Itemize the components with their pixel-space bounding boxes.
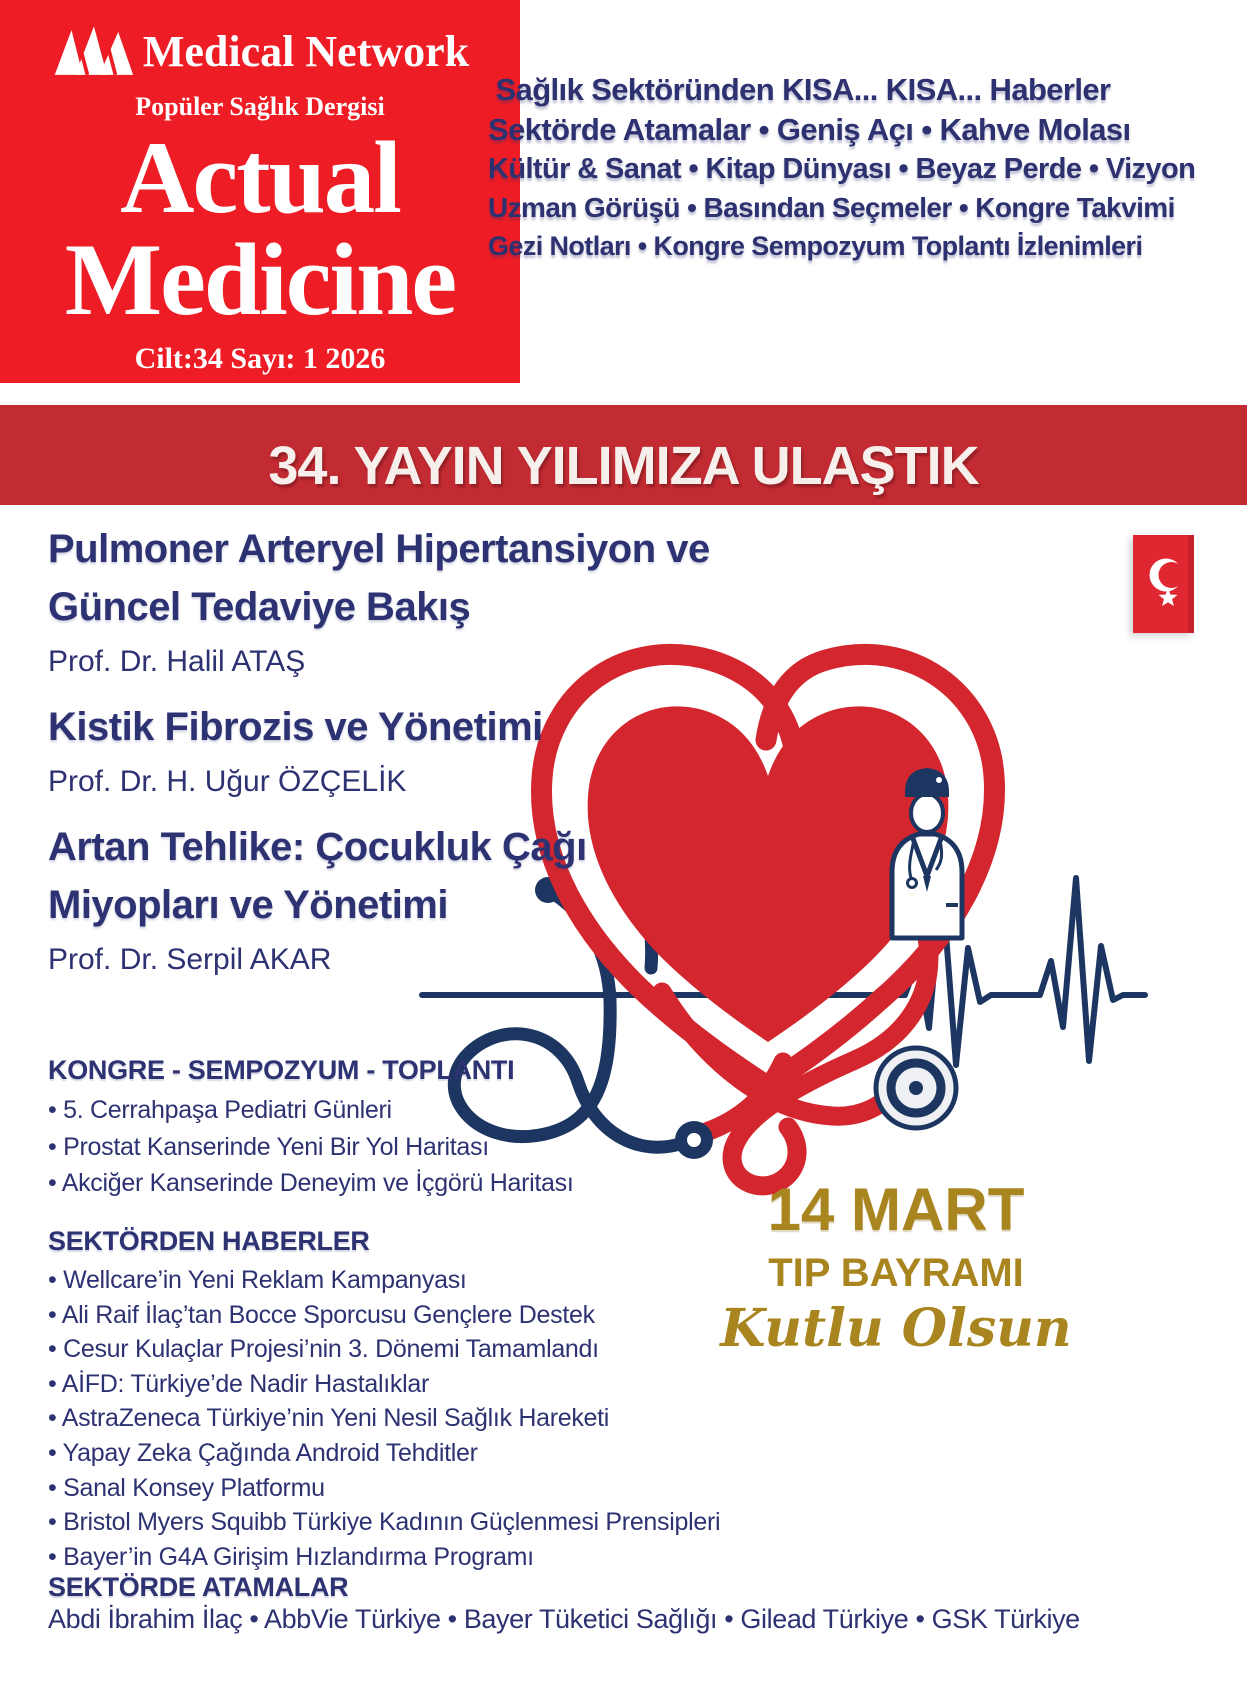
turkish-flag-icon (1133, 535, 1194, 633)
article-title-line: Güncel Tedaviye Bakış (48, 585, 471, 629)
congress-heading: KONGRE - SEMPOZYUM - TOPLANTI (48, 1055, 515, 1085)
list-item: • Cesur Kulaçlar Projesi’nin 3. Dönemi Tamamlandı (48, 1332, 720, 1367)
magazine-tagline: Popüler Sağlık Dergisi (135, 92, 385, 121)
appointments-heading: SEKTÖRDE ATAMALAR (48, 1572, 349, 1602)
article-title-line: Kistik Fibrozis ve Yönetimi (48, 705, 543, 749)
celebration-event: TIP BAYRAMI (768, 1251, 1024, 1295)
sector-news-heading: SEKTÖRDEN HABERLER (48, 1226, 370, 1256)
topic-line: Gezi Notları • Kongre Sempozyum Toplantı İzlenimleri (488, 231, 1143, 261)
article-title-line: Miyopları ve Yönetimi (48, 883, 448, 927)
issue-info: Cilt:34 Sayı: 1 2026 (134, 342, 386, 375)
list-item: • AİFD: Türkiye’de Nadir Hastalıklar (48, 1367, 720, 1402)
topics-list (488, 70, 1196, 265)
congress-section (48, 1055, 573, 1202)
sector-news-list (48, 1263, 720, 1574)
feature-article (48, 520, 710, 682)
article-title-line: Pulmoner Arteryel Hipertansiyon ve (48, 527, 710, 571)
article-title-line: Artan Tehlike: Çocukluk Çağı (48, 825, 587, 869)
celebration-date: 14 MART (767, 1176, 1025, 1243)
celebration-block (676, 1178, 1116, 1358)
list-item: • Bayer’in G4A Girişim Hızlandırma Programı (48, 1540, 720, 1575)
feature-article (48, 698, 543, 802)
appointments-line: Abdi İbrahim İlaç • AbbVie Türkiye • Bayer Tüketici Sağlığı • Gilead Türkiye • GSK Türkiye (48, 1604, 1080, 1634)
topic-line: Uzman Görüşü • Basından Seçmeler • Kongre Takvimi (488, 192, 1175, 223)
list-item: • AstraZeneca Türkiye’nin Yeni Nesil Sağlık Hareketi (48, 1401, 720, 1436)
list-item: • Wellcare’in Yeni Reklam Kampanyası (48, 1263, 720, 1298)
list-item: • Ali Raif İlaç’tan Bocce Sporcusu Gençlere Destek (48, 1298, 720, 1333)
topic-line: Sağlık Sektöründen KISA... KISA... Haberler (495, 72, 1111, 107)
list-item: • Prostat Kanserinde Yeni Bir Yol Haritası (48, 1129, 573, 1166)
feature-article (48, 818, 587, 980)
topic-line: Kültür & Sanat • Kitap Dünyası • Beyaz Perde • Vizyon (488, 153, 1196, 185)
congress-list (48, 1092, 573, 1202)
list-item: • 5. Cerrahpaşa Pediatri Günleri (48, 1092, 573, 1129)
article-author: Prof. Dr. Halil ATAŞ (48, 645, 306, 678)
medical-network-logo-icon (51, 26, 135, 78)
brand-row (0, 26, 520, 78)
article-author: Prof. Dr. Serpil AKAR (48, 943, 332, 976)
list-item: • Akciğer Kanserinde Deneyim ve İçgörü Haritası (48, 1165, 573, 1202)
article-author: Prof. Dr. H. Uğur ÖZÇELİK (48, 765, 407, 798)
anniversary-banner (0, 405, 1247, 505)
magazine-title-line2: Medicine (64, 223, 456, 337)
topic-line: Sektörde Atamalar • Geniş Açı • Kahve Molası (488, 112, 1131, 147)
anniversary-banner-text: 34. YAYIN YILIMIZA ULAŞTIK (268, 436, 979, 496)
chestpiece-icon (876, 1048, 956, 1128)
brand-name: Medical Network (142, 27, 470, 76)
list-item: • Bristol Myers Squibb Türkiye Kadının Güçlenmesi Prensipleri (48, 1505, 720, 1540)
magazine-title-line1: Actual (120, 121, 400, 235)
masthead-box (0, 0, 520, 383)
celebration-wish: Kutlu Olsun (720, 1298, 1072, 1359)
sector-news-section (48, 1226, 720, 1574)
list-item: • Sanal Konsey Platformu (48, 1471, 720, 1506)
list-item: • Yapay Zeka Çağında Android Tehditler (48, 1436, 720, 1471)
